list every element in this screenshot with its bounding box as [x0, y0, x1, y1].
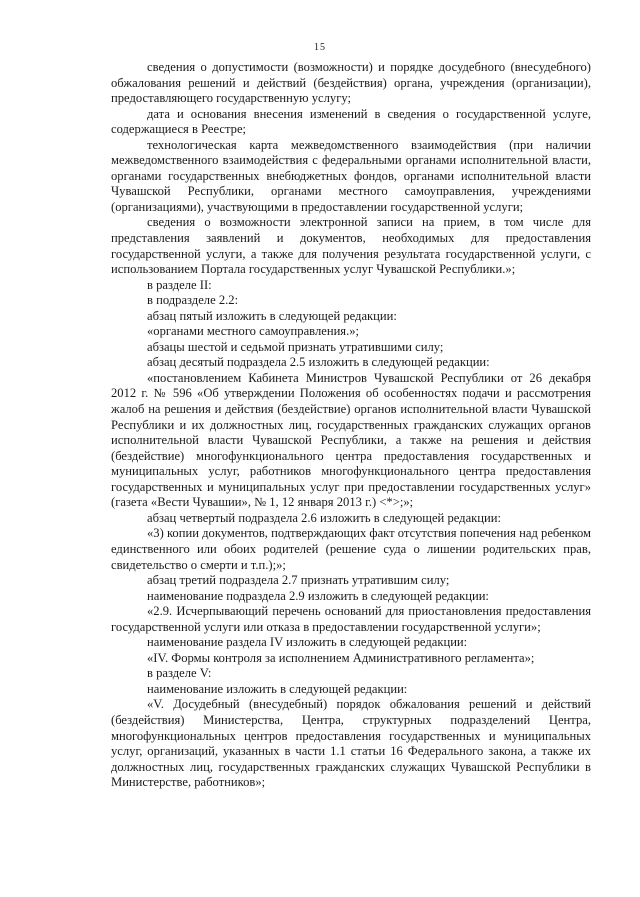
paragraph: технологическая карта межведомственного взаимодействия (при наличии межведомственного взаимодействия с федеральными органами исполнительной власти, органами государственных внебюджетных фондов, органами исполнительной власти Чувашской Республики, органами местного самоуправления, учреждениями (организациями), участвующими в предоставлении государственной услуги;: [111, 137, 591, 214]
paragraph: наименование раздела IV изложить в следующей редакции:: [147, 635, 468, 650]
paragraph: сведения о возможности электронной записи на прием, в том числе для представления заявлений и документов, необходимых для предоставления государственной услуги, а также для получения результата государственной услуги, с использованием Портала государственных услуг Чувашской Республики.»;: [111, 215, 591, 277]
paragraph: «3) копии документов, подтверждающих факт отсутствия попечения над ребенком единственного или обоих родителей (решение суда о лишении родительских прав, свидетельство о смерти и т.п.);»;: [111, 526, 591, 572]
paragraph: абзац пятый изложить в следующей редакции:: [147, 308, 397, 323]
paragraph: дата и основания внесения изменений в сведения о государственной услуге, содержащиеся в Реестре;: [111, 106, 591, 137]
page-number: 15: [314, 42, 326, 53]
paragraph: «органами местного самоуправления.»;: [147, 324, 360, 339]
paragraph: «V. Досудебный (внесудебный) порядок обжалования решений и действий (бездействия) Министерства, Центра, структурных подразделений Центра, многофункциональных центров предоставления государственных и муниципальных услуг, организаций, указанных в части 1.1 статьи 16 Федерального закона, а также их должностных лиц, государственных гражданских служащих Чувашской Республики в Министерстве, работников»;: [111, 697, 591, 790]
paragraph: наименование подраздела 2.9 изложить в следующей редакции:: [147, 588, 489, 603]
paragraph: абзац третий подраздела 2.7 признать утратившим силу;: [147, 573, 450, 588]
document-body: [111, 60, 591, 791]
paragraph: «постановлением Кабинета Министров Чувашской Республики от 26 декабря 2012 г. № 596 «Об утверждении Положения об особенностях подачи и рассмотрения жалоб на решения и действия (бездействие) органов исполнительной власти Чувашской Республики и их должностных лиц, государственных гражданских служащих органов исполнительной власти Чувашской Республики, а также на решения и действия (бездействие) многофункционального центра предоставления государственных и муниципальных услуг, работников многофункционального центра предоставления государственных и муниципальных услуг при предоставлении государственных услуг» (газета «Вести Чувашии», № 1, 12 января 2013 г.) <*>;»;: [111, 370, 591, 510]
paragraph: в подразделе 2.2:: [147, 293, 239, 308]
paragraph: сведения о допустимости (возможности) и порядке досудебного (внесудебного) обжалования решений и действий (бездействия) органа, учреждения (организации), предоставляющего государственную услугу;: [111, 60, 591, 106]
paragraph: «2.9. Исчерпывающий перечень оснований для приостановления предоставления государственной услуги или отказа в предоставлении государственной услуги»;: [111, 604, 591, 634]
paragraph: в разделе V:: [147, 666, 212, 681]
paragraph: абзац четвертый подраздела 2.6 изложить в следующей редакции:: [147, 510, 502, 525]
paragraph: в разделе II:: [147, 277, 212, 292]
paragraph: наименование изложить в следующей редакции:: [147, 681, 408, 696]
paragraph: абзац десятый подраздела 2.5 изложить в следующей редакции:: [147, 355, 490, 370]
paragraph: «IV. Формы контроля за исполнением Административного регламента»;: [147, 650, 535, 665]
paragraph: абзацы шестой и седьмой признать утратившими силу;: [147, 339, 444, 354]
